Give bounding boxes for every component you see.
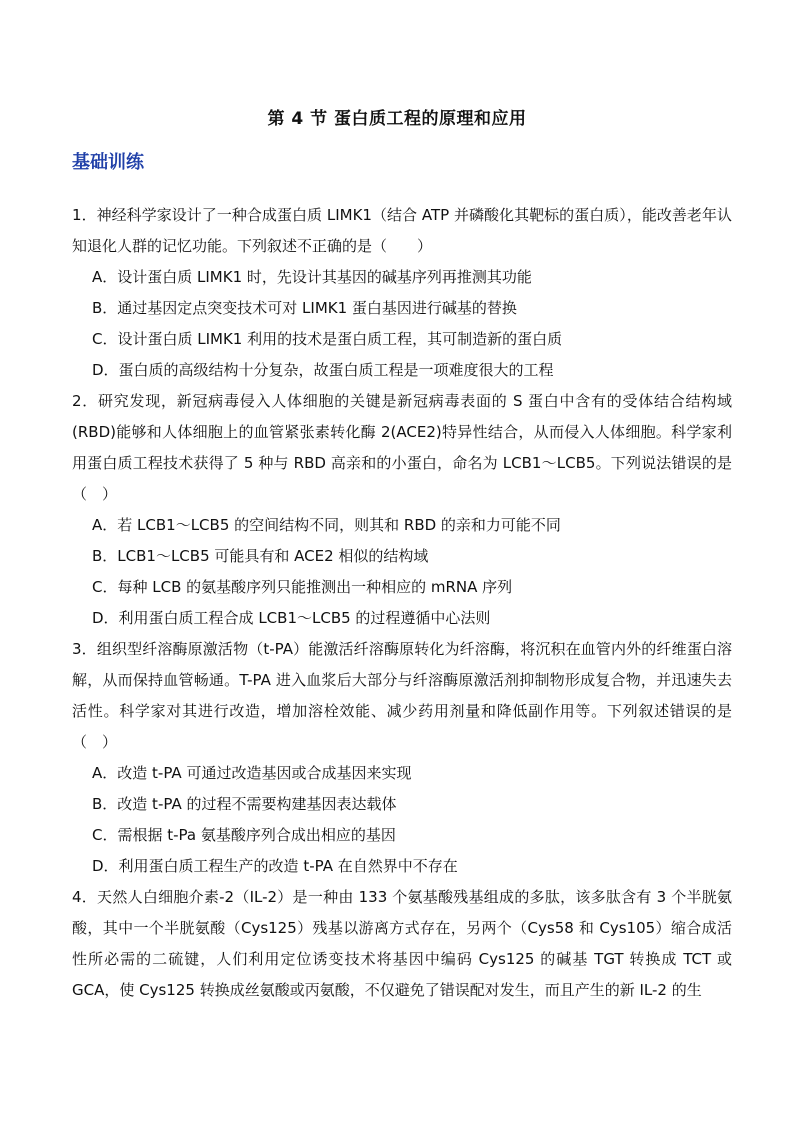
option-d: D．利用蛋白质工程合成 LCB1～LCB5 的过程遵循中心法则 (92, 609, 491, 627)
option-b: B．改造 t-PA 的过程不需要构建基因表达载体 (92, 795, 397, 813)
option-b: B．LCB1～LCB5 可能具有和 ACE2 相似的结构域 (92, 547, 429, 565)
question-stem: 1．神经科学家设计了一种合成蛋白质 LIMK1（结合 ATP 并磷酸化其靶标的蛋白质），能改善老年认知退化人群的记忆功能。下列叙述不正确的是（ ） (72, 206, 732, 255)
question-2 (72, 386, 732, 634)
option-c: C．需根据 t-Pa 氨基酸序列合成出相应的基因 (92, 826, 396, 844)
section-heading: 基础训练 (72, 152, 144, 173)
question-3 (72, 634, 732, 882)
option-a: A．若 LCB1～LCB5 的空间结构不同，则其和 RBD 的亲和力可能不同 (92, 516, 561, 534)
question-1 (72, 200, 732, 386)
option-c: C．每种 LCB 的氨基酸序列只能推测出一种相应的 mRNA 序列 (92, 578, 513, 596)
option-b: B．通过基因定点突变技术可对 LIMK1 蛋白基因进行碱基的替换 (92, 299, 517, 317)
question-stem: 3．组织型纤溶酶原激活物（t-PA）能激活纤溶酶原转化为纤溶酶，将沉积在血管内外的纤维蛋白溶解，从而保持血管畅通。T-PA 进入血浆后大部分与纤溶酶原激活剂抑制物形成复合物，并迅速失去活性。科学家对其进行改造，增加溶栓效能、减少药用剂量和降低副作用等。下列叙述错误的是（ ） (72, 640, 732, 751)
question-stem: 4．天然人白细胞介素-2（IL-2）是一种由 133 个氨基酸残基组成的多肽，该多肽含有 3 个半胱氨酸，其中一个半胱氨酸（Cys125）残基以游离方式存在，另两个（Cys58 和 Cys105）缩合成活性所必需的二硫键，人们利用定位诱变技术将基因中编码 Cys125 的碱基 TGT 转换成 TCT 或 GCA，使 Cys125 转换成丝氨酸或丙氨酸，不仅避免了错误配对发生，而且产生的新 IL-2 的生 (72, 888, 732, 999)
option-d: D．蛋白质的高级结构十分复杂，故蛋白质工程是一项难度很大的工程 (92, 361, 554, 379)
page-title: 第 4 节 蛋白质工程的原理和应用 (267, 109, 527, 129)
question-list (72, 200, 732, 1006)
option-c: C．设计蛋白质 LIMK1 利用的技术是蛋白质工程，其可制造新的蛋白质 (92, 330, 563, 348)
option-d: D．利用蛋白质工程生产的改造 t-PA 在自然界中不存在 (92, 857, 458, 875)
option-a: A．设计蛋白质 LIMK1 时，先设计其基因的碱基序列再推测其功能 (92, 268, 532, 286)
question-4 (72, 882, 732, 1006)
option-a: A．改造 t-PA 可通过改造基因或合成基因来实现 (92, 764, 412, 782)
question-stem: 2．研究发现，新冠病毒侵入人体细胞的关键是新冠病毒表面的 S 蛋白中含有的受体结合结构域(RBD)能够和人体细胞上的血管紧张素转化酶 2(ACE2)特异性结合，从而侵入人体细胞。科学家利用蛋白质工程技术获得了 5 种与 RBD 高亲和的小蛋白，命名为 LCB1～LCB5。下列说法错误的是（ ） (72, 392, 732, 503)
